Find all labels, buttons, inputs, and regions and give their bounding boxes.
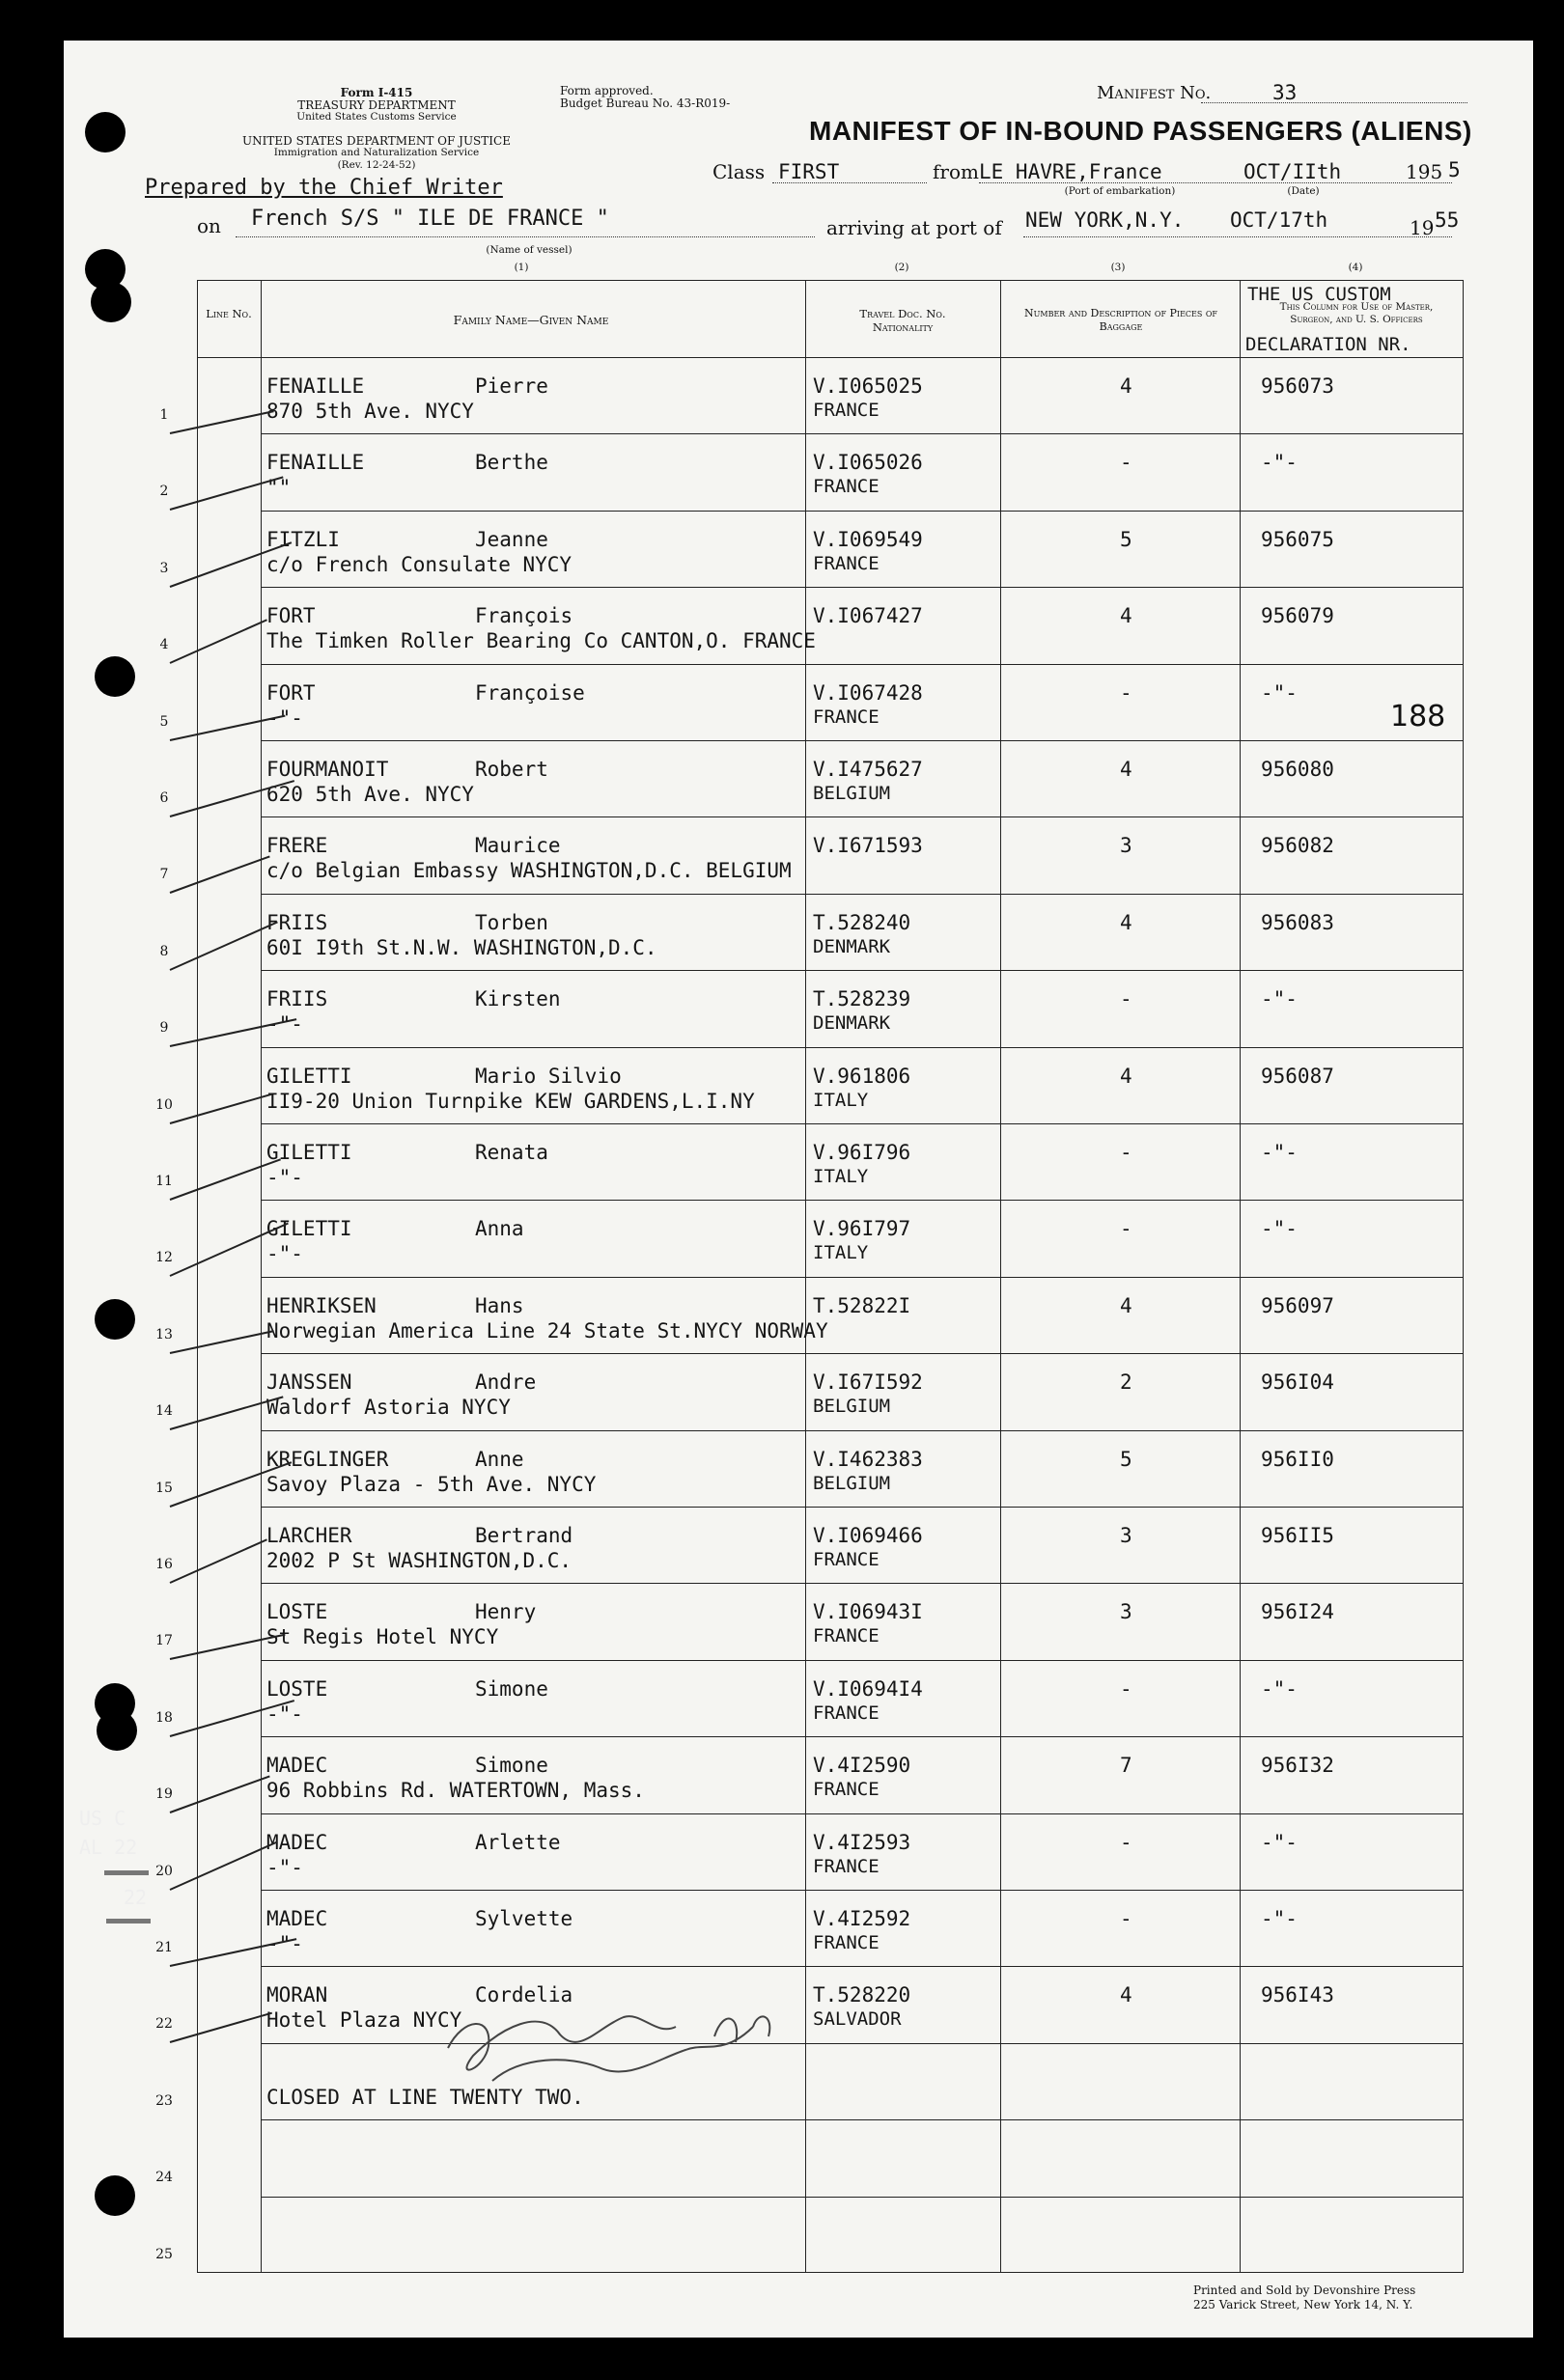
stamp-line-1: US C [79, 1807, 126, 1830]
line-number: 23 [155, 2092, 173, 2109]
travel-doc: V.I06943I [813, 1600, 923, 1624]
baggage-count: - [1120, 1830, 1132, 1854]
customs-declaration: 956082 [1261, 834, 1334, 858]
nationality: FRANCE [813, 400, 880, 421]
header-official-use: This Column for Use of Master, Surgeon, and U. S. Officers [1279, 301, 1434, 326]
family-name: LOSTE [266, 1676, 328, 1701]
customs-decl-typed-2: DECLARATION NR. [1245, 334, 1411, 355]
travel-doc: V.4I2590 [813, 1754, 911, 1778]
departure-year-digit: 5 [1448, 158, 1461, 181]
address: 620 5th Ave. NYCY [266, 783, 474, 806]
stamp-line-3: 22 [124, 1886, 148, 1909]
address: "" [266, 476, 292, 500]
given-name: François [475, 604, 573, 628]
baggage-count: 4 [1120, 604, 1132, 628]
customs-declaration: 956II0 [1261, 1447, 1334, 1471]
line-number: 14 [155, 1403, 173, 1420]
nationality: DENMARK [813, 935, 891, 957]
given-name: Berthe [475, 451, 548, 475]
baggage-count: 4 [1120, 1983, 1132, 2007]
travel-doc: V.I069466 [813, 1524, 923, 1547]
address: St Regis Hotel NYCY [266, 1625, 499, 1649]
travel-doc: T.528220 [813, 1983, 911, 2007]
travel-doc: V.I462383 [813, 1447, 923, 1471]
family-name: FRIIS [266, 987, 328, 1011]
family-name: LOSTE [266, 1600, 328, 1624]
baggage-count: - [1120, 987, 1132, 1011]
nationality: SALVADOR [813, 2008, 902, 2031]
given-name: Robert [475, 758, 548, 781]
arrival-port: NEW YORK,N.Y. [1025, 208, 1185, 232]
baggage-count: 3 [1120, 834, 1132, 858]
address: 60I I9th St.N.W. WASHINGTON,D.C. [266, 935, 657, 959]
family-name: KREGLINGER [266, 1447, 389, 1471]
baggage-count: 3 [1120, 1524, 1132, 1547]
family-name: MADEC [266, 1907, 328, 1930]
address: -"- [266, 1702, 303, 1726]
row-divider [261, 433, 1464, 434]
printer-line-2: 225 Varick Street, New York 14, N. Y. [1193, 2298, 1413, 2311]
family-name: FITZLI [266, 527, 340, 551]
customs-declaration: 956II5 [1261, 1524, 1334, 1547]
row-divider [261, 1353, 1464, 1354]
nationality: FRANCE [813, 1779, 880, 1801]
address: -"- [266, 1012, 303, 1037]
line-number: 25 [155, 2246, 173, 2262]
line-number: 24 [155, 2170, 173, 2186]
customs-declaration: -"- [1261, 1141, 1298, 1164]
address: -"- [266, 1242, 303, 1266]
row-divider [261, 816, 1464, 817]
family-name: MORAN [266, 1983, 328, 2007]
address: -"- [266, 1932, 303, 1955]
col-num-4: (4) [1348, 262, 1363, 273]
customs-declaration: 956080 [1261, 758, 1334, 781]
header-baggage: Number and Description of Pieces of Baggage [1024, 307, 1217, 333]
family-name: GILETTI [266, 1141, 352, 1164]
baggage-count: - [1120, 1676, 1132, 1701]
nationality: ITALY [813, 1166, 869, 1187]
customs-declaration: 956073 [1261, 374, 1334, 398]
address: 2002 P St WASHINGTON,D.C. [266, 1549, 573, 1572]
vessel-line [236, 236, 815, 237]
line-number: 22 [155, 2016, 173, 2033]
given-name: Maurice [475, 834, 561, 858]
nationality: FRANCE [813, 1932, 880, 1953]
header-underline [197, 357, 1464, 358]
line-number: 13 [155, 1326, 173, 1342]
customs-label: United States Customs Service [296, 111, 457, 123]
nationality: FRANCE [813, 706, 880, 728]
baggage-count: 4 [1120, 1293, 1132, 1317]
row-divider [261, 1047, 1464, 1048]
nationality: BELGIUM [813, 1396, 891, 1418]
nationality: ITALY [813, 1089, 869, 1111]
row-divider [261, 1200, 1464, 1201]
arrival-year-prefix: 19 [1410, 216, 1435, 239]
travel-doc: V.I065025 [813, 374, 923, 398]
family-name: FENAILLE [266, 451, 365, 475]
given-name: Torben [475, 910, 548, 934]
prepared-by: Prepared by the Chief Writer [145, 176, 503, 200]
row-divider [261, 587, 1464, 588]
row-divider [261, 1813, 1464, 1814]
departure-year-prefix: 195 [1406, 160, 1443, 183]
line-number: 18 [155, 1709, 173, 1726]
address: CLOSED AT LINE TWENTY TWO. [266, 2085, 584, 2109]
nationality: FRANCE [813, 476, 880, 498]
line-number: 7 [159, 867, 169, 883]
nationality: DENMARK [813, 1012, 891, 1035]
given-name: Kirsten [475, 987, 561, 1011]
line-number: 19 [155, 1786, 173, 1803]
travel-doc: V.I0694I4 [813, 1676, 923, 1701]
budget-bureau: Budget Bureau No. 43-R019- [560, 97, 731, 110]
class-value: FIRST [778, 160, 840, 183]
row-divider [261, 1890, 1464, 1891]
family-name: FORT [266, 680, 316, 705]
baggage-count: - [1120, 1141, 1132, 1164]
given-name: Henry [475, 1600, 537, 1624]
baggage-count: 2 [1120, 1370, 1132, 1395]
date-caption: (Date) [1287, 185, 1320, 197]
on-label: on [197, 214, 221, 237]
from-label: from [933, 160, 979, 183]
arrival-line [1023, 236, 1452, 237]
nationality: BELGIUM [813, 783, 891, 804]
customs-declaration: 956I43 [1261, 1983, 1334, 2007]
row-divider [261, 2119, 1464, 2120]
manifest-no-value: 33 [1272, 81, 1298, 104]
family-name: FOURMANOIT [266, 758, 389, 781]
nationality: BELGIUM [813, 1472, 891, 1494]
baggage-count: 3 [1120, 1600, 1132, 1624]
customs-declaration: -"- [1261, 1676, 1298, 1701]
line-number: 3 [159, 560, 169, 576]
travel-doc: V.961806 [813, 1064, 911, 1088]
customs-declaration: 956I32 [1261, 1754, 1334, 1778]
customs-declaration: -"- [1261, 1217, 1298, 1241]
row-divider [261, 2197, 1464, 2198]
travel-doc: T.528240 [813, 910, 911, 934]
col-num-1: (1) [514, 262, 529, 273]
given-name: Renata [475, 1141, 548, 1164]
given-name: Anne [475, 1447, 524, 1471]
address: c/o Belgian Embassy WASHINGTON,D.C. BELGIUM [266, 859, 792, 883]
header-name: Family Name—Given Name [453, 313, 609, 327]
given-name: Anna [475, 1217, 524, 1241]
travel-doc: V.96I796 [813, 1141, 911, 1164]
given-name: Andre [475, 1370, 537, 1395]
given-name: Pierre [475, 374, 548, 398]
punch-hole [85, 112, 126, 152]
page-number: 188 [1390, 700, 1446, 733]
travel-doc: V.4I2593 [813, 1830, 911, 1854]
family-name: FORT [266, 604, 316, 628]
row-divider [261, 970, 1464, 971]
family-name: MADEC [266, 1754, 328, 1778]
row-divider [261, 1966, 1464, 1967]
customs-declaration: 956097 [1261, 1293, 1334, 1317]
printer-line-1: Printed and Sold by Devonshire Press [1193, 2283, 1416, 2297]
vessel-caption: (Name of vessel) [486, 244, 573, 256]
punch-hole [95, 1299, 135, 1340]
line-number: 17 [155, 1633, 173, 1649]
manifest-title: MANIFEST OF IN-BOUND PASSENGERS (ALIENS) [809, 116, 1472, 146]
arriving-label: arriving at port of [826, 216, 1002, 239]
row-divider [261, 1507, 1464, 1508]
punch-hole [91, 282, 131, 322]
customs-declaration: -"- [1261, 1830, 1298, 1854]
nationality: FRANCE [813, 552, 880, 574]
family-name: MADEC [266, 1830, 328, 1854]
row-divider [261, 1123, 1464, 1124]
travel-doc: V.I067427 [813, 604, 923, 628]
punch-hole [97, 1710, 137, 1751]
nationality: FRANCE [813, 1625, 880, 1647]
address: II9-20 Union Turnpike KEW GARDENS,L.I.NY [266, 1089, 755, 1113]
line-number: 15 [155, 1480, 173, 1496]
nationality: FRANCE [813, 1549, 880, 1570]
treasury-label: TREASURY DEPARTMENT [297, 98, 456, 112]
revision-label: (Rev. 12-24-52) [337, 159, 416, 171]
justice-label: UNITED STATES DEPARTMENT OF JUSTICE [242, 134, 511, 148]
address: 870 5th Ave. NYCY [266, 400, 474, 423]
customs-declaration: -"- [1261, 680, 1298, 705]
given-name: Arlette [475, 1830, 561, 1854]
given-name: Simone [475, 1676, 548, 1701]
family-name: LARCHER [266, 1524, 352, 1547]
stamp-mark [104, 1870, 149, 1875]
row-divider [261, 1430, 1464, 1431]
travel-doc: V.I069549 [813, 527, 923, 551]
line-number: 10 [155, 1096, 173, 1113]
line-number: 8 [159, 943, 169, 959]
given-name: Simone [475, 1754, 548, 1778]
address: -"- [266, 1855, 303, 1879]
line-number: 1 [159, 407, 169, 423]
baggage-count: 4 [1120, 374, 1132, 398]
address: 96 Robbins Rd. WATERTOWN, Mass. [266, 1779, 645, 1803]
baggage-count: 4 [1120, 1064, 1132, 1088]
line-number: 20 [155, 1863, 173, 1879]
travel-doc: V.4I2592 [813, 1907, 911, 1930]
given-name: Bertrand [475, 1524, 573, 1547]
stamp-line-2: AL 22 [79, 1836, 138, 1859]
line-number: 2 [159, 484, 169, 500]
given-name: Sylvette [475, 1907, 573, 1930]
stamp-mark [106, 1919, 151, 1923]
col-num-2: (2) [894, 262, 909, 273]
travel-doc: V.I475627 [813, 758, 923, 781]
arrival-date: OCT/17th [1230, 208, 1328, 232]
col-num-3: (3) [1110, 262, 1126, 273]
row-divider [261, 740, 1464, 741]
punch-hole [95, 656, 135, 697]
manifest-no-line [1201, 102, 1467, 103]
line-number: 4 [159, 637, 169, 653]
family-name: FRERE [266, 834, 328, 858]
row-divider [261, 511, 1464, 512]
arrival-year-digits: 55 [1435, 208, 1460, 232]
departure-date: OCT/IIth [1243, 160, 1342, 183]
line-number: 12 [155, 1250, 173, 1266]
line-number: 16 [155, 1557, 173, 1572]
address: c/o French Consulate NYCY [266, 552, 573, 576]
punch-hole [95, 2175, 135, 2216]
address: Savoy Plaza - 5th Ave. NYCY [266, 1472, 597, 1496]
travel-doc: V.I067428 [813, 680, 923, 705]
baggage-count: - [1120, 1217, 1132, 1241]
family-name: FENAILLE [266, 374, 365, 398]
customs-declaration: -"- [1261, 1907, 1298, 1930]
line-number: 5 [159, 713, 169, 730]
row-divider [261, 894, 1464, 895]
address: Hotel Plaza NYCY [266, 2008, 462, 2033]
customs-declaration: 956087 [1261, 1064, 1334, 1088]
travel-doc: T.52822I [813, 1293, 911, 1317]
line-number: 11 [155, 1174, 173, 1189]
row-divider [261, 1583, 1464, 1584]
form-approved: Form approved. [560, 84, 654, 97]
travel-doc: V.96I797 [813, 1217, 911, 1241]
line-number: 21 [155, 1940, 173, 1955]
address: Norwegian America Line 24 State St.NYCY NORWAY [266, 1318, 828, 1342]
baggage-count: 5 [1120, 1447, 1132, 1471]
line-number: 6 [159, 790, 169, 806]
baggage-count: 5 [1120, 527, 1132, 551]
given-name: Jeanne [475, 527, 548, 551]
given-name: Françoise [475, 680, 585, 705]
family-name: GILETTI [266, 1217, 352, 1241]
vessel-name: French S/S " ILE DE FRANCE " [251, 207, 609, 231]
baggage-count: - [1120, 680, 1132, 705]
port-of-embarkation: LE HAVRE,France [979, 160, 1162, 183]
form-number: Form I-415 [340, 86, 413, 99]
row-divider [261, 1736, 1464, 1737]
nationality: FRANCE [813, 1702, 880, 1724]
baggage-count: 4 [1120, 910, 1132, 934]
customs-declaration: 956079 [1261, 604, 1334, 628]
family-name: HENRIKSEN [266, 1293, 377, 1317]
baggage-count: - [1120, 1907, 1132, 1930]
line-number: 9 [159, 1020, 169, 1037]
row-divider [261, 1660, 1464, 1661]
given-name: Mario Silvio [475, 1064, 622, 1088]
customs-decl-typed-1: THE US CUSTOM [1247, 284, 1391, 305]
family-name: JANSSEN [266, 1370, 352, 1395]
ins-label: Immigration and Naturalization Service [273, 147, 480, 158]
given-name: Cordelia [475, 1983, 573, 2007]
given-name: Hans [475, 1293, 524, 1317]
travel-doc: V.I671593 [813, 834, 923, 858]
customs-declaration: -"- [1261, 451, 1298, 475]
customs-declaration: 956083 [1261, 910, 1334, 934]
address: -"- [266, 706, 303, 730]
travel-doc: V.I065026 [813, 451, 923, 475]
signature-scribble [434, 1988, 821, 2094]
port-caption: (Port of embarkation) [1064, 185, 1176, 197]
nationality: FRANCE [813, 1855, 880, 1877]
manifest-no-label: Manifest No. [1097, 83, 1212, 103]
address: The Timken Roller Bearing Co CANTON,O. FRANCE [266, 629, 816, 653]
travel-doc: V.I67I592 [813, 1370, 923, 1395]
family-name: FRIIS [266, 910, 328, 934]
baggage-count: 7 [1120, 1754, 1132, 1778]
row-divider [261, 664, 1464, 665]
travel-doc: T.528239 [813, 987, 911, 1011]
customs-declaration: 956I04 [1261, 1370, 1334, 1395]
customs-declaration: 956I24 [1261, 1600, 1334, 1624]
header-travel-doc: Travel Doc. No. Nationality [859, 307, 946, 335]
address: Waldorf Astoria NYCY [266, 1396, 511, 1420]
class-label: Class [712, 160, 766, 183]
address: -"- [266, 1166, 303, 1189]
customs-declaration: -"- [1261, 987, 1298, 1011]
baggage-count: - [1120, 451, 1132, 475]
row-divider [261, 1277, 1464, 1278]
baggage-count: 4 [1120, 758, 1132, 781]
nationality: ITALY [813, 1242, 869, 1264]
family-name: GILETTI [266, 1064, 352, 1088]
customs-declaration: 956075 [1261, 527, 1334, 551]
header-line-no: Line No. [206, 307, 252, 320]
